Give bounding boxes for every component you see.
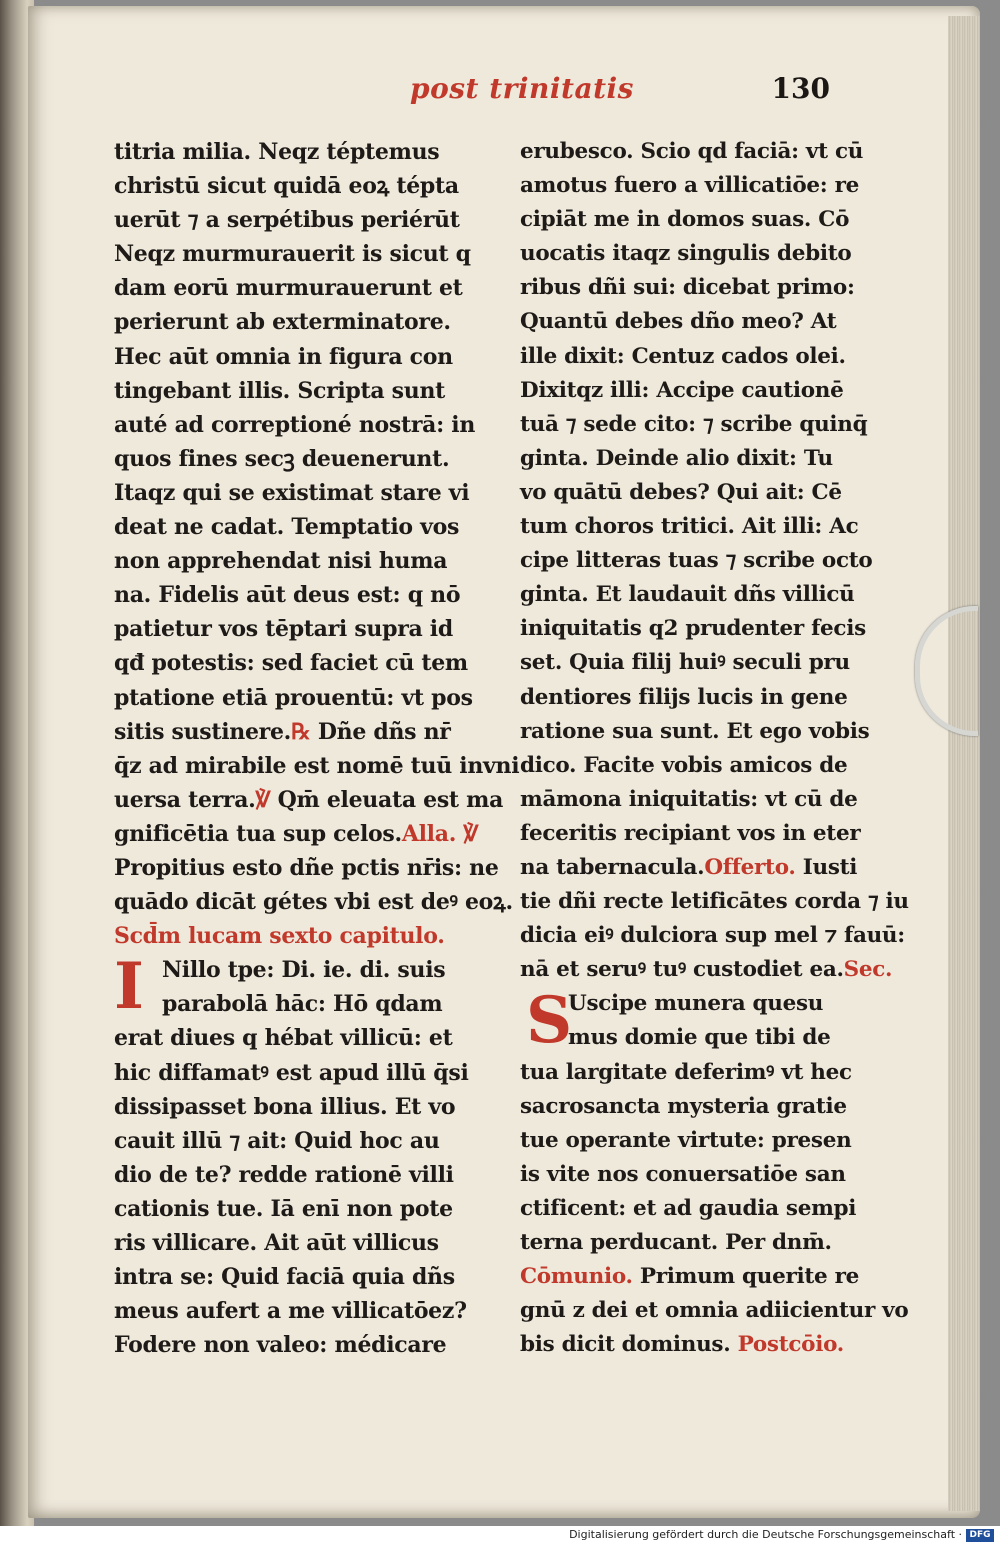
line-text: feceritis recipiant vos in eter (520, 820, 861, 846)
line-text: sacrosancta mysteria gratie (520, 1093, 847, 1119)
rubric-text: ℞ (291, 718, 311, 745)
text-line (520, 271, 900, 305)
line-text: dam eorū murmurauerunt et (114, 275, 463, 302)
rubric-text: Cōmunio. (520, 1264, 633, 1290)
text-line (520, 1328, 900, 1362)
text-line (114, 851, 499, 885)
line-text: gnū z dei et omnia adiicientur vo (520, 1298, 909, 1324)
text-line (114, 442, 492, 476)
line-text: tum choros tritici. Ait illi: Ac (520, 514, 859, 540)
text-line (114, 1226, 492, 1260)
rubric-text: Offerto. (704, 854, 796, 880)
line-text: bis dicit dominus. (520, 1332, 731, 1358)
line-text: hic diffamatꝰ est apud illū q̄si (114, 1059, 469, 1086)
line-text: cipe litteras tuas ⁊ scribe octo (520, 548, 873, 574)
text-line (520, 544, 900, 578)
text-line (520, 237, 900, 271)
line-text: ratione sua sunt. Et ego vobis (520, 718, 870, 744)
rubric-text: ℣ (255, 786, 271, 813)
text-line (114, 715, 492, 749)
text-line (520, 1124, 900, 1158)
text-line (520, 749, 900, 783)
text-line (114, 1294, 492, 1328)
gospel-heading: Scd̄m lucam sexto capitulo. (114, 923, 445, 950)
text-line (520, 1260, 900, 1294)
line-text-continued: Qm̄ eleuata est ma (270, 786, 504, 813)
text-line (114, 169, 492, 203)
line-text: sitis sustinere. (114, 718, 292, 745)
text-line (114, 1056, 492, 1090)
text-line (520, 305, 900, 339)
text-line (114, 953, 492, 987)
text-line (520, 1192, 900, 1226)
text-line (520, 715, 900, 749)
text-line (520, 953, 900, 987)
line-text: is vite nos conuersatiōe san (520, 1161, 846, 1187)
line-text: tuā ⁊ sede cito: ⁊ scribe quinq̄ (520, 411, 868, 437)
line-text: ris villicare. Ait aūt villicus (114, 1230, 439, 1256)
line-text: christū sicut quidā eoꝝ tépta (114, 173, 459, 200)
folio-number: 130 (771, 72, 830, 105)
line-text: patietur vos tēptari supra id (114, 616, 453, 643)
text-line (114, 1021, 492, 1055)
rubric-text: Sec. (843, 957, 893, 983)
line-text: na. Fidelis aūt deus est: q nō (114, 582, 461, 609)
text-line (114, 1158, 492, 1192)
text-line (114, 578, 492, 612)
text-line (520, 340, 900, 374)
text-line (114, 510, 492, 544)
line-text: ginta. Et laudauit dñs villicū (520, 582, 855, 608)
line-text: vo quātū debes? Qui ait: Cē (520, 479, 842, 505)
line-text: deat ne cadat. Temptatio vos (114, 514, 460, 541)
text-line (520, 169, 900, 203)
line-text: ginta. Deinde alio dixit: Tu (520, 445, 833, 471)
line-text: Nillo tpe: Di. ie. di. suis (162, 957, 446, 984)
text-line (114, 476, 492, 510)
text-line (114, 885, 513, 919)
line-text-continued: Dñe dñs nr̄ (310, 718, 451, 745)
left-text-column (114, 135, 520, 1362)
text-line (114, 340, 492, 374)
text-line (114, 1260, 492, 1294)
right-text-column (520, 135, 909, 1362)
line-text: cipiāt me in domos suas. Cō (520, 207, 850, 233)
text-line (114, 1328, 492, 1362)
text-line (114, 408, 492, 442)
line-text: erubesco. Scio qd faciā: vt cū (520, 139, 864, 164)
line-text: cauit illū ⁊ ait: Quid hoc au (114, 1127, 440, 1154)
text-line (114, 305, 492, 339)
line-text: dentiores filijs lucis in gene (520, 684, 848, 710)
text-line (520, 1021, 900, 1055)
line-text: terna perducant. Per dnm̄. (520, 1230, 832, 1255)
line-text: mus domie que tibi de (568, 1025, 831, 1051)
line-text: amotus fuero a villicatiōe: re (520, 173, 860, 199)
line-text: perierunt ab exterminatore. (114, 309, 451, 336)
rubric-text: Postcōio. (730, 1332, 844, 1358)
line-text: uerūt ⁊ a serpétibus periérūt (114, 207, 460, 234)
line-text: meus aufert a me villicatōez? (114, 1298, 467, 1325)
page-header (410, 72, 830, 112)
text-line (520, 612, 900, 646)
line-text: quādo dicāt gétes vbi est deꝰ eoꝝ. (114, 889, 513, 916)
text-line (114, 1090, 492, 1124)
line-text: na tabernacula. (520, 854, 705, 880)
text-line (520, 783, 900, 817)
text-line (520, 135, 900, 169)
text-line (520, 851, 900, 885)
text-line (114, 237, 492, 271)
line-text: ille dixit: Centuz cados olei. (520, 343, 846, 369)
line-text: Propitius esto dñe pctis nr̄is: ne (114, 854, 499, 881)
text-line (520, 817, 900, 851)
text-line (520, 476, 900, 510)
line-text: Hec aūt omnia in figura con (114, 343, 453, 370)
line-text: titria milia. Neqz téptemus (114, 139, 440, 165)
line-text: intra se: Quid faciā quia dñs (114, 1264, 455, 1291)
line-text: ctificent: et ad gaudia sempi (520, 1195, 857, 1221)
text-line (114, 612, 492, 646)
line-text: erat diues q hébat villicū: et (114, 1025, 453, 1052)
line-text: tue operante virtute: presen (520, 1127, 852, 1153)
running-title: post trinitatis (410, 72, 634, 105)
text-line (520, 1056, 900, 1090)
line-text: Fodere non valeo: médicare (114, 1332, 447, 1359)
text-line (114, 374, 492, 408)
text-line (520, 1158, 900, 1192)
text-line (114, 987, 492, 1021)
line-text: uersa terra. (114, 786, 256, 813)
line-text: tingebant illis. Scripta sunt (114, 377, 446, 404)
line-text: dico. Facite vobis amicos de (520, 752, 848, 778)
line-text: dicia eiꝰ dulciora sup mel ⁊ fauū: (520, 923, 905, 949)
drop-cap-block (114, 949, 492, 1025)
text-line (114, 783, 504, 817)
text-line (520, 646, 900, 680)
line-text: ribus dñi sui: dicebat primo: (520, 275, 855, 301)
line-text: Quantū debes dño meo? At (520, 309, 837, 335)
text-line (520, 919, 905, 953)
line-text: tie dñi recte letificātes corda ⁊ iu (520, 889, 909, 915)
line-text: gnificētia tua sup celos. (114, 820, 402, 847)
text-line (520, 1226, 900, 1260)
text-line (520, 510, 900, 544)
text-line (520, 1294, 909, 1328)
drop-cap-block (520, 983, 900, 1059)
line-text: set. Quia filij huiꝰ seculi pru (520, 650, 850, 676)
text-line (114, 203, 492, 237)
dfg-logo: DFG (966, 1529, 994, 1542)
text-line (520, 578, 900, 612)
text-line (114, 1192, 492, 1226)
text-line (520, 987, 900, 1021)
text-line (114, 749, 520, 783)
digitization-credit: Digitalisierung gefördert durch die Deutsche Forschungsgemeinschaft · (569, 1528, 962, 1541)
text-line (114, 646, 492, 680)
line-text: nā et seruꝰ tuꝰ custodiet ea. (520, 957, 844, 983)
text-line (520, 442, 900, 476)
line-text: Dixitqz illi: Accipe cautionē (520, 377, 844, 403)
text-line (114, 271, 492, 305)
line-text: Neqz murmurauerit is sicut q (114, 241, 471, 268)
line-text: Uscipe munera quesu (568, 991, 824, 1017)
line-text: cationis tue. Iā enī non pote (114, 1195, 453, 1222)
text-line (114, 544, 492, 578)
text-line (114, 681, 492, 715)
text-line (114, 135, 492, 169)
line-text: tua largitate deferimꝰ vt hec (520, 1059, 852, 1085)
line-text: māmona iniquitatis: vt cū de (520, 786, 858, 812)
line-text: non apprehendat nisi huma (114, 548, 448, 575)
text-line (520, 408, 900, 442)
line-text: auté ad correptioné nostrā: in (114, 411, 476, 438)
footer-bar (0, 1526, 1000, 1546)
text-line (520, 681, 900, 715)
text-line (114, 817, 492, 851)
line-text: dissipasset bona illius. Et vo (114, 1093, 456, 1120)
line-text: ptatione etiā prouentū: vt pos (114, 684, 473, 711)
line-text: Itaqz qui se existimat stare vi (114, 479, 470, 506)
line-text: uocatis itaqz singulis debito (520, 241, 852, 267)
text-line (520, 203, 900, 237)
line-text: iniquitatis q2 prudenter fecis (520, 616, 866, 642)
line-text-continued: Iusti (795, 854, 858, 880)
page-clip (915, 606, 978, 736)
text-line (114, 1124, 492, 1158)
text-line (520, 374, 900, 408)
drop-cap-initial: I (114, 949, 144, 1025)
line-text-continued: Primum querite re (632, 1264, 859, 1290)
line-text: q̄z ad mirabile est nomē tuū invni (114, 752, 520, 779)
drop-cap-initial: S (526, 983, 573, 1059)
rubric-text: Alla. ℣ (401, 820, 479, 847)
line-text: qđ potestis: sed faciet cū tem (114, 650, 468, 677)
page-fore-edge (948, 16, 980, 1511)
line-text: quos fines secꝫ deuenerunt. (114, 445, 450, 472)
text-line (520, 885, 909, 919)
line-text: parabolā hāc: Hō qdam (162, 991, 443, 1018)
line-text: dio de te? redde rationē villi (114, 1161, 454, 1188)
text-line (520, 1090, 900, 1124)
